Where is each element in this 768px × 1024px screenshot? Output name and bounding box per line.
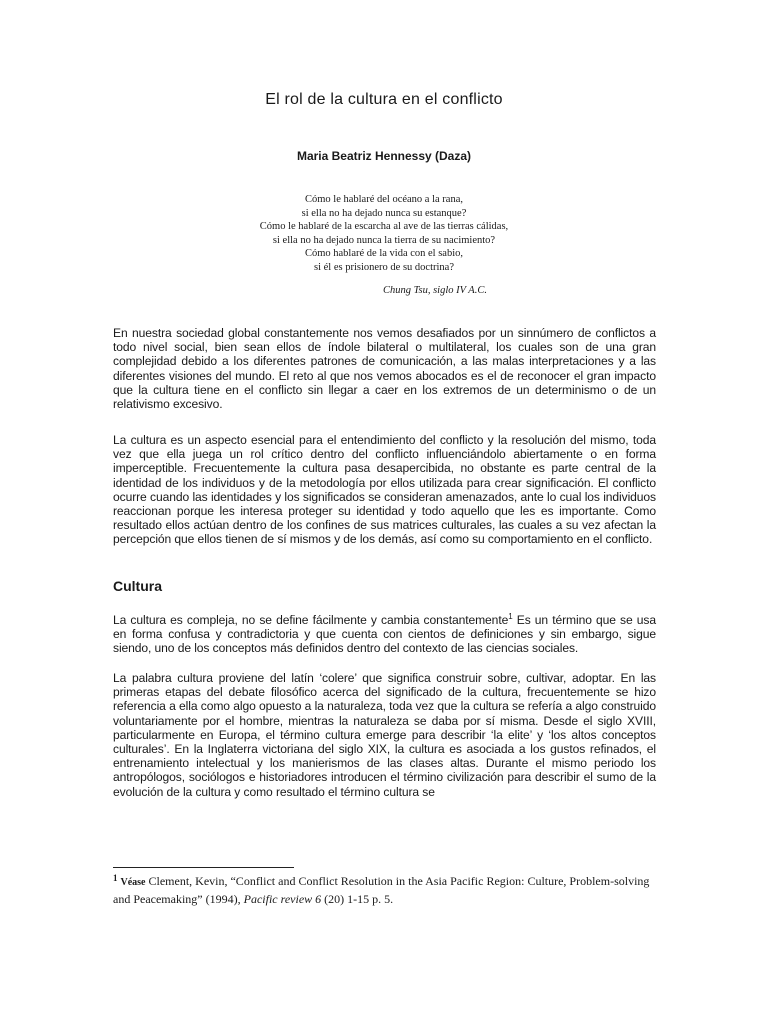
footnote-text: Clement, Kevin, “Conflict and Conflict Resolution in the Asia Pacific Region: Culture, Problem-solving and Peacemaking” (1994), [113, 874, 650, 906]
author-name: Maria Beatriz Hennessy (Daza) [296, 149, 472, 163]
footnote-journal: Pacific review 6 [243, 892, 322, 906]
section-heading: Cultura [113, 578, 162, 594]
epigraph-line: si ella no ha dejado nunca la tierra de su nacimiento? [272, 234, 496, 246]
epigraph [230, 193, 538, 274]
document-title: El rol de la cultura en el conflicto [265, 91, 503, 108]
epigraph-line: Cómo le hablaré de la escarcha al ave de las tierras cálidas, [259, 221, 509, 232]
epigraph-line: si ella no ha dejado nunca su estanque? [301, 207, 467, 219]
paragraph: En nuestra sociedad global constantemente nos vemos desafiados por un sinnúmero de conflictos a todo nivel social, bien sean ellos de índole bilateral o multilateral, los cuales son de una gran complejidad debido a los diferentes patrones de comunicación, a las malas interpretaciones y a las diferentes visiones del mundo. El reto al que nos vemos abocados es el de reconocer el gran impacto que la cultura tiene en el conflicto sin llegar a caer en los extremos de un determinismo o de un relativismo excesivo. [113, 326, 656, 412]
epigraph-line: Cómo hablaré de la vida con el sabio, [304, 248, 464, 259]
paragraph-text: La cultura es compleja, no se define fácilmente y cambia constantemente [113, 613, 509, 627]
footnote-divider [113, 867, 294, 868]
paragraph: La cultura es un aspecto esencial para el entendimiento del conflicto y la resolución del mismo, toda vez que ella juega un rol crítico dentro del conflicto influenciándolo abiertamente o en forma imperceptible. Frecuentemente la cultura pasa desapercibida, no obstante es parte central de la identidad de los individuos y de la metodología por ellos utilizada para crear significación. El conflicto ocurre cuando las identidades y los significados se consideran amenazados, ante lo cual los individuos reaccionan porque les interesa proteger su identidad y todo aquello que les es importante. Como resultado ellos actúan dentro de los confines de sus matrices culturales, las cuales a su vez afectan la percepción que ellos tienen de sí mismos y de los demás, así como su comportamiento en el conflicto. [113, 433, 656, 547]
paragraph [113, 613, 656, 656]
footnote [113, 873, 663, 907]
footnote-reference[interactable]: 1 [508, 612, 513, 621]
footnote-text: (20) 1-15 p. 5. [321, 892, 394, 906]
epigraph-attribution: Chung Tsu, siglo IV A.C. [383, 285, 487, 296]
paragraph: La palabra cultura proviene del latín ‘colere’ que significa construir sobre, cultivar, adoptar. En las primeras etapas del debate filosófico acerca del significado de la cultura, frecuentemente se hizo referencia a ella como algo opuesto a la naturaleza, toda vez que la cultura se refería a algo construido voluntariamente por el hombre, mientras la naturaleza se daba por sí misma. Desde el siglo XVIII, particularmente en Europa, el término cultura emerge para describir ‘la elite’ y ‘los altos conceptos culturales’. En la Inglaterra victoriana del siglo XIX, la cultura es asociada a los gustos refinados, el entrenamiento intelectual y los manierismos de las clases altas. Durante el mismo periodo los antropólogos, sociólogos e historiadores introducen el término civilización para describir el sumo de la evolución de la cultura y como resultado el término cultura se [113, 671, 656, 799]
paragraph-text: Es un término que se usa en forma confusa y contradictoria y que cuenta con cientos de definiciones y sin embargo, sigue siendo, uno de los conceptos más definidos dentro del contexto de las ciencias sociales. [113, 613, 656, 656]
epigraph-line: si él es prisionero de su doctrina? [314, 261, 454, 273]
footnote-see: Véase [120, 877, 146, 888]
epigraph-line: Cómo le hablaré del océano a la rana, [304, 194, 463, 205]
footnote-number: 1 [113, 873, 118, 883]
